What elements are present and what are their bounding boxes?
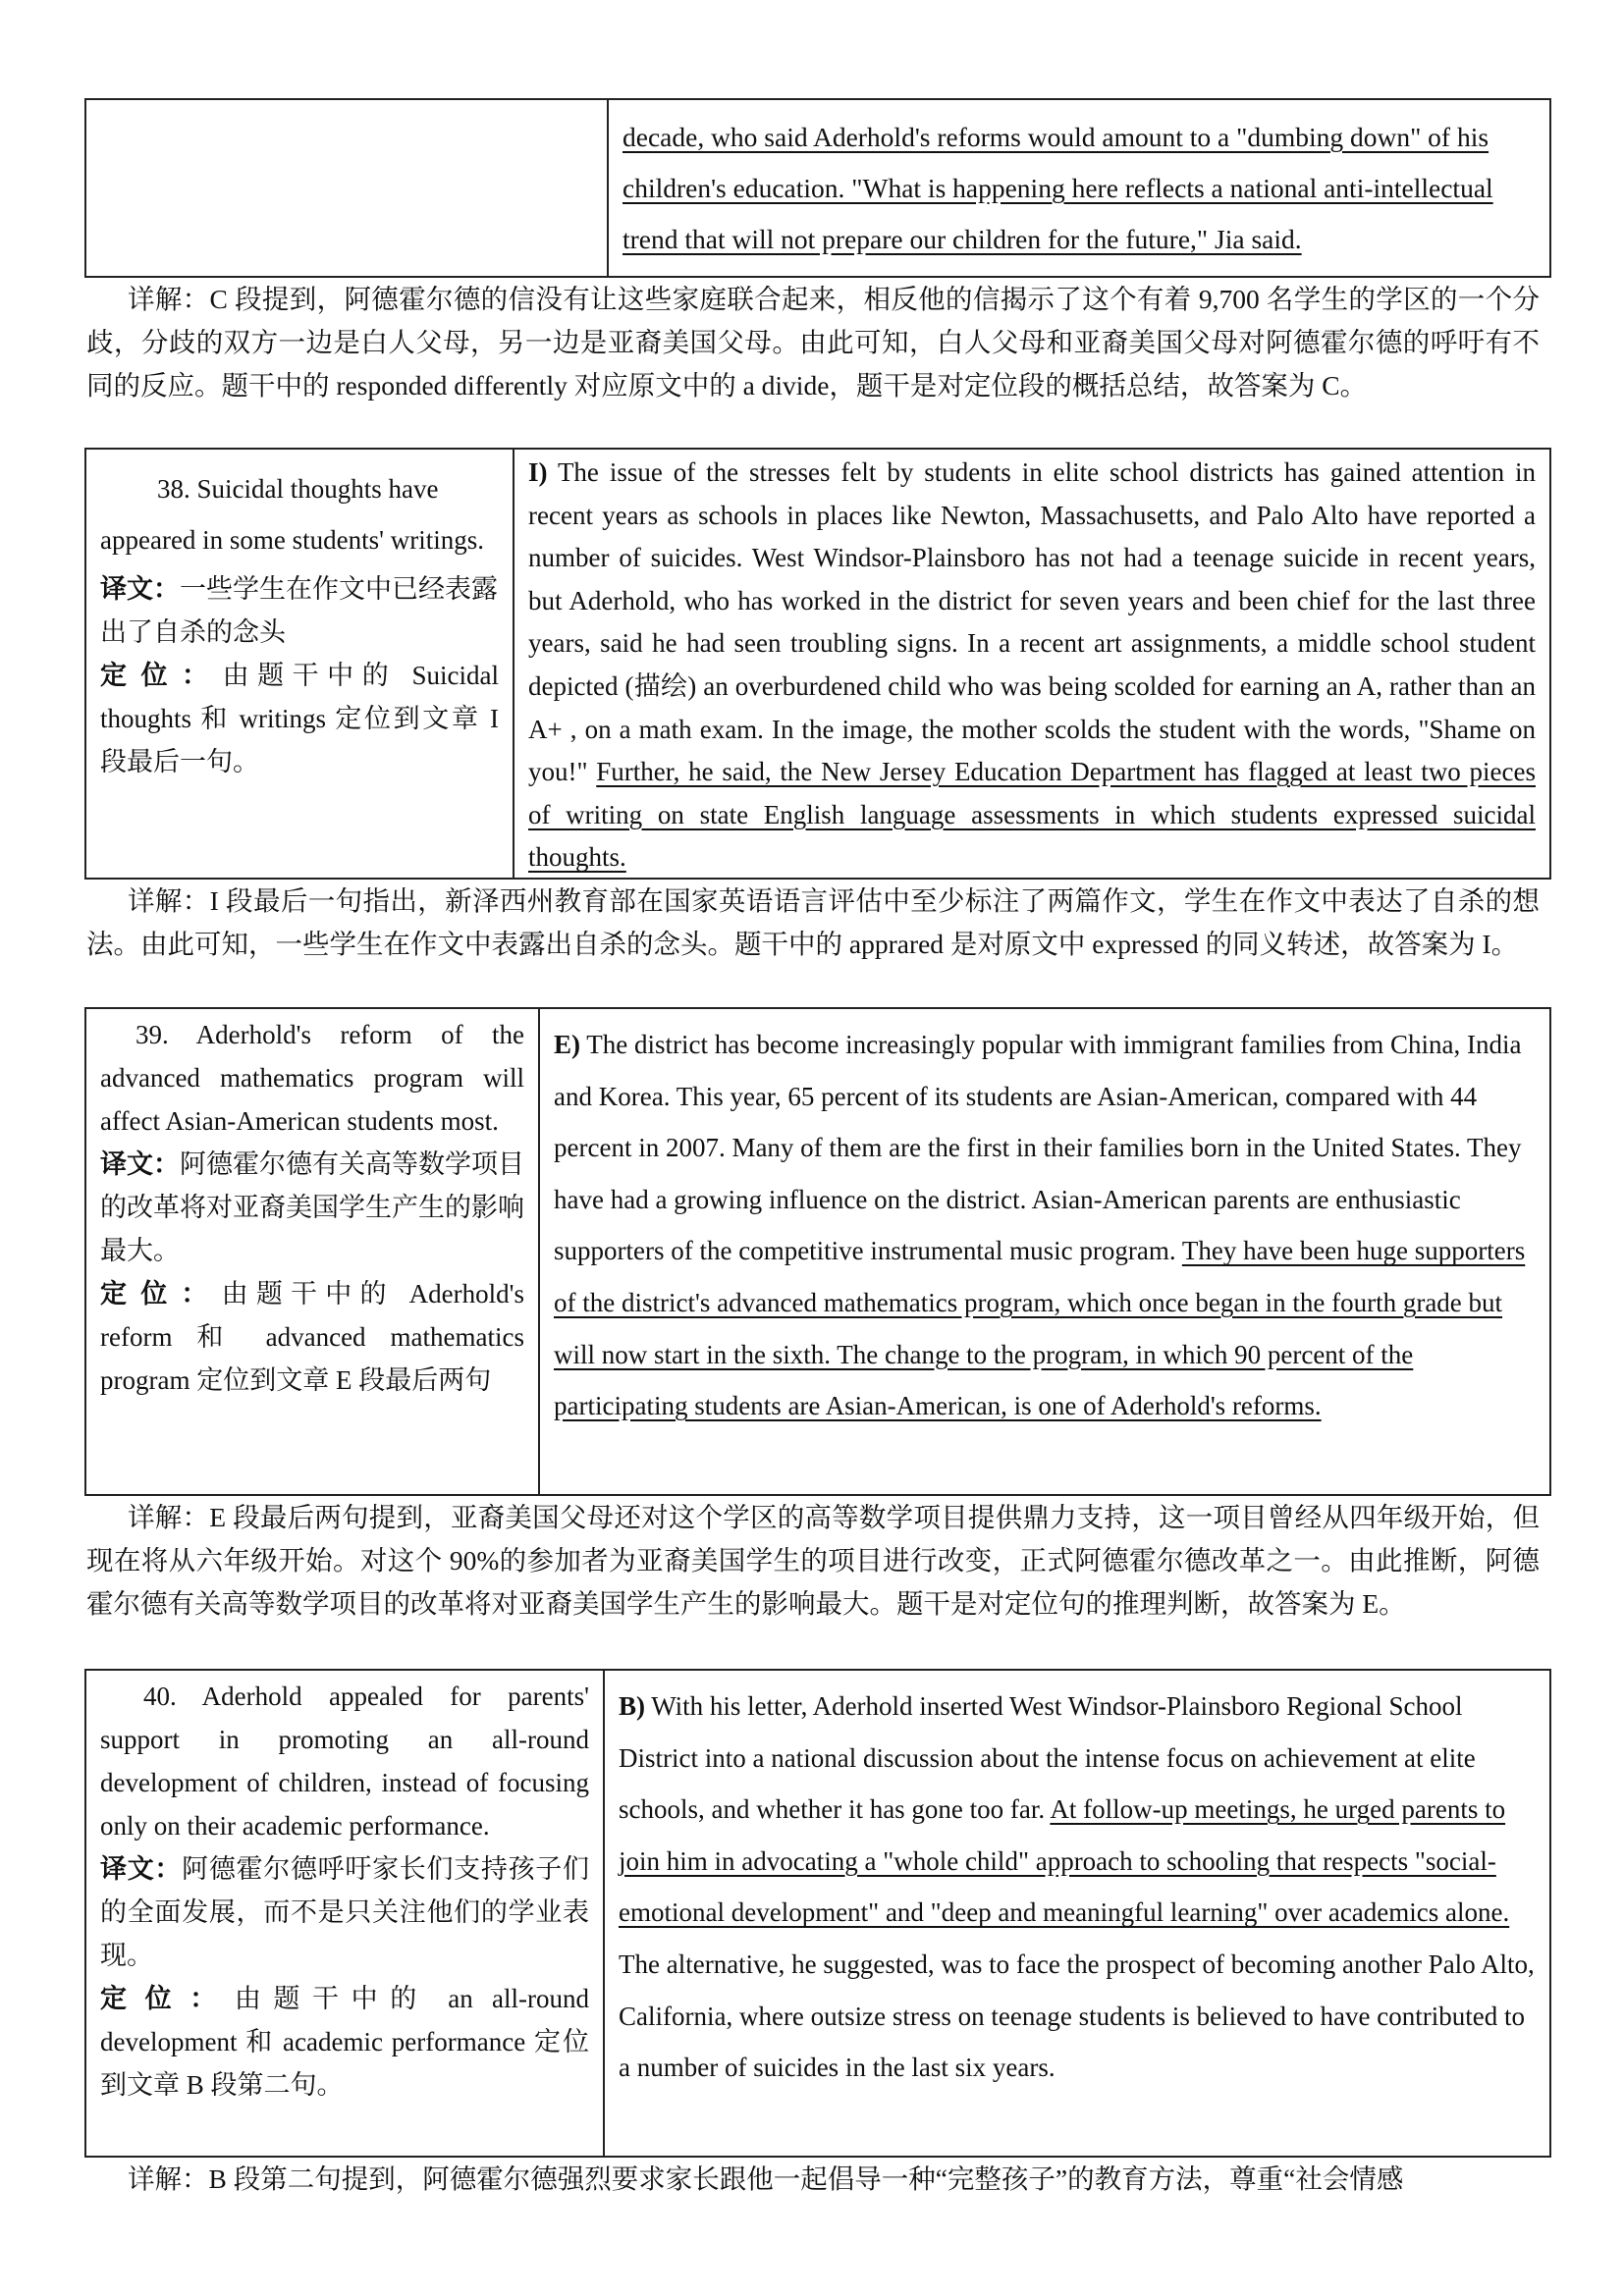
passage-underlined-text: decade, who said Aderhold's reforms would amount to a "dumbing down" of his children's education. "What is happening here reflects a national anti-intellectual trend that will not prepare our children for the future," Jia said.: [623, 122, 1493, 254]
passage-i-cell: [514, 450, 1549, 878]
passage-underlined-text: At follow-up meetings, he urged parents to join him in advocating a "whole child" approach to schooling that respects "social-emotional development" and "deep and meaningful learning" over academics alone.: [619, 1794, 1510, 1928]
passage-text: The issue of the stresses felt by students in elite school districts has gained attention in recent years as schools in places like Newton, Massachusetts, and Palo Alto have reported a number of suicides. West Windsor-Plainsboro has not had a teenage suicide in recent years, but Aderhold, who has worked in the district for seven years and been chief for the last three years, said he had seen troubling signs. In a recent art assignments, a middle school student depicted (描绘) an overburdened child who was being scolded for earning an A, rather than an A+ , on a math exam. In the image, the mother scolds the student with the words, "Shame on you!": [528, 457, 1536, 787]
question-40-locate: [100, 1977, 589, 2107]
locate-text: 由题干中的 Suicidal thoughts 和 writings 定位到文章 I 段最后一句。: [100, 661, 499, 776]
passage-cell: [609, 100, 1549, 276]
question-38-translation: [100, 567, 499, 654]
passage-text: With his letter, Aderhold inserted West Windsor-Plainsboro Regional School District into a national discussion about the intense focus on achievement at elite schools, and whether it has gone too far.: [619, 1691, 1476, 1825]
question-38-table: [84, 448, 1551, 880]
translation-text: 阿德霍尔德有关高等数学项目的改革将对亚裔美国学生产生的影响最大。: [100, 1149, 524, 1265]
passage-underlined-text: Further, he said, the New Jersey Education Department has flagged at least two pieces of writing on state English language assessments in which students expressed suicidal thoughts.: [528, 757, 1537, 873]
question-38-cell: [86, 450, 514, 878]
question-39-locate: [100, 1272, 524, 1402]
passage-text-continued: The alternative, he suggested, was to face the prospect of becoming another Palo Alto, California, where outsize stress on teenage students is believed to have contributed to a number of suicides in the last six years.: [619, 1949, 1535, 2083]
explanation-e: 详解：E 段最后两句提到，亚裔美国父母还对这个学区的高等数学项目提供鼎力支持，这一项目曾经从四年级开始，但现在将从六年级开始。对这个 90%的参加者为亚裔美国学生的项目进行改变，正式阿德霍尔德改革之一。由此推断，阿德霍尔德有关高等数学项目的改革将对亚裔美国学生产生的影响最大。题干是对定位句的推理判断，故答案为 E。: [86, 1502, 1540, 1619]
question-39-translation: [100, 1143, 524, 1272]
translation-label: 译文：: [100, 1149, 180, 1179]
question-40-cell: [86, 1671, 605, 2156]
locate-label: 定位：: [100, 1279, 222, 1308]
explanation-c: 详解：C 段提到，阿德霍尔德的信没有让这些家庭联合起来，相反他的信揭示了这个有着 9,700 名学生的学区的一个分歧，分歧的双方一边是白人父母，另一边是亚裔美国父母。由此可知，白人父母和亚裔美国父母对阿德霍尔德的呼吁有不同的反应。题干中的 responded differently 对应原文中的 a divide，题干是对定位段的概括总结，故答案为 C。: [86, 284, 1540, 400]
question-39-cell: [86, 1009, 540, 1494]
locate-text: 由题干中的 Aderhold's reform 和 advanced mathematics program 定位到文章 E 段最后两句: [100, 1279, 524, 1395]
passage-letter: I): [528, 457, 548, 487]
passage-e-cell: [540, 1009, 1549, 1494]
explanation-b: 详解：B 段第二句提到，阿德霍尔德强烈要求家长跟他一起倡导一种“完整孩子”的教育方法，尊重“社会情感: [128, 2163, 1404, 2194]
passage-letter: B): [619, 1691, 645, 1721]
passage-underlined-text: They have been huge supporters of the district's advanced mathematics program, which once began in the fourth grade but will now start in the sixth. The change to the program, in which 90 percent of the participating students are Asian-American, is one of Aderhold's reforms.: [554, 1236, 1526, 1421]
locate-text: 由题干中的 an all-round development 和 academic performance 定位到文章 B 段第二句。: [100, 1984, 590, 2100]
question-cell-empty: [86, 100, 609, 276]
question-39-text: 39. Aderhold's reform of the advanced mathematics program will affect Asian-American students most.: [100, 1020, 524, 1136]
question-40-table: [84, 1669, 1551, 2158]
question-40-translation: [100, 1847, 589, 1977]
question-38-text: 38. Suicidal thoughts have appeared in some students' writings.: [100, 474, 485, 555]
translation-text: 阿德霍尔德呼吁家长们支持孩子们的全面发展，而不是只关注他们的学业表现。: [100, 1854, 590, 1970]
passage-text: The district has become increasingly popular with immigrant families from China, India and Korea. This year, 65 percent of its students are Asian-American, compared with 44 percent in 2007. Many of them are the first in their families born in the United States. They have had a growing influence on the district. Asian-American parents are enthusiastic supporters of the competitive instrumental music program.: [554, 1030, 1522, 1266]
locate-label: 定位：: [100, 1984, 235, 2013]
passage-b-cell: [605, 1671, 1549, 2156]
question-39-table: [84, 1007, 1551, 1496]
translation-label: 译文：: [100, 574, 180, 604]
explanation-i: 详解：I 段最后一句指出，新泽西州教育部在国家英语语言评估中至少标注了两篇作文，学生在作文中表达了自杀的想法。由此可知，一些学生在作文中表露出自杀的念头。题干中的 apprared 是对原文中 expressed 的同义转述，故答案为 I。: [86, 885, 1540, 959]
translation-text: 一些学生在作文中已经表露出了自杀的念头: [100, 574, 498, 647]
question-38-locate: [100, 654, 499, 783]
passage-letter: E): [554, 1030, 580, 1059]
answer-table-continued: [84, 98, 1551, 278]
locate-label: 定位：: [100, 661, 223, 690]
question-40-text: 40. Aderhold appealed for parents' support in promoting an all-round development of children, instead of focusing only on their academic performance.: [100, 1682, 589, 1841]
translation-label: 译文：: [100, 1854, 183, 1884]
